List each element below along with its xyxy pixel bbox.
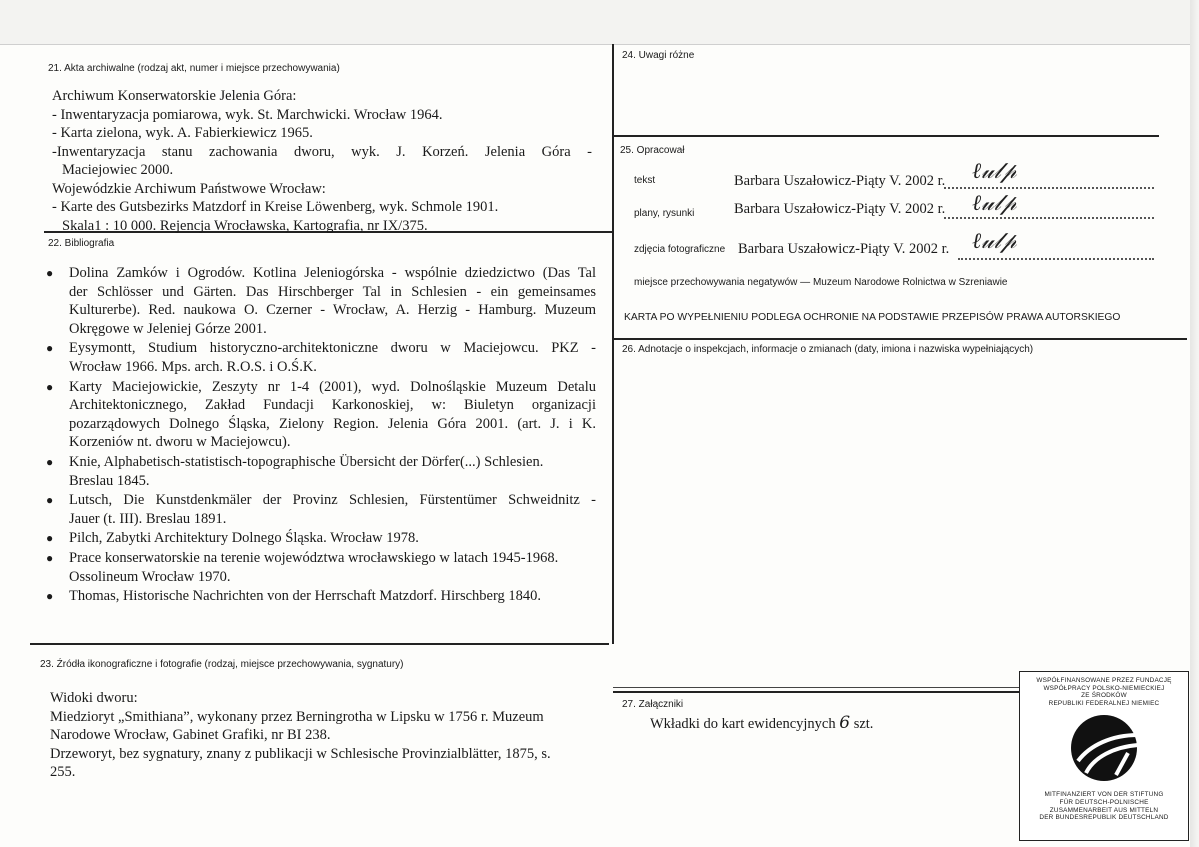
divider-22-23	[30, 643, 609, 645]
source-line: Drzeworyt, bez sygnatury, znany z publikacji w Schlesische Provinzialblätter, 1875, s.	[50, 745, 551, 762]
source-line: Widoki dworu:	[50, 690, 138, 706]
copyright-notice: KARTA PO WYPEŁNIENIU PODLEGA OCHRONIE NA PODSTAWIE PRZEPISÓW PRAWA AUTORSKIEGO	[624, 312, 1121, 323]
scan-top-margin	[0, 0, 1199, 44]
bib-line: Korzeniów nt. dworu w Maciejowcu).	[69, 434, 291, 451]
author-row-value-photos: Barbara Uszałowicz-Piąty V. 2002 r.	[738, 241, 950, 257]
archive-line: - Karta zielona, wyk. A. Fabierkiewicz 1965.	[52, 125, 313, 141]
logo-line: WSPÓŁPRACY POLSKO-NIEMIECKIEJ	[1043, 684, 1165, 692]
bib-line: Architektonicznego, Zakład Fundacji Karkonoskiej, w: Biuletyn organizacji	[69, 397, 596, 414]
author-row-label-plans: plany, rysunki	[634, 208, 695, 219]
logo-line: ZE ŚRODKÓW	[1081, 692, 1127, 700]
bib-line: Thomas, Historische Nachrichten von der Herrschaft Matzdorf. Hirschberg 1840.	[69, 588, 542, 605]
bibliography-item: ● Lutsch, Die Kunstdenkmäler der Provinz Schlesien, Fürstentümer Schweidnitz - Jauer (t. III). Breslau 1891.	[46, 492, 596, 527]
bib-line: Karty Maciejowickie, Zeszyty nr 1-4 (2001), wyd. Dolnośląskie Muzeum Detalu	[69, 378, 596, 395]
attachments-unit: szt.	[853, 716, 874, 732]
logo-text-pl	[1020, 677, 1188, 707]
attachments-text	[650, 714, 873, 734]
bib-line: Kulturerbe). Red. naukowa O. Czerner - Wrocław, A. Herzig - Hamburg. Muzeum	[69, 302, 596, 319]
logo-line: FÜR DEUTSCH-POLNISCHE	[1059, 798, 1149, 806]
logo-line: REPUBLIKI FEDERALNEJ NIEMIEC	[1048, 699, 1160, 707]
scan-top-edge	[0, 44, 1199, 45]
foundation-emblem-icon	[1020, 713, 1188, 783]
foundation-logo-box	[1019, 671, 1189, 841]
signature-mark: ℓ𝓊𝓁𝓅	[972, 159, 1017, 184]
bib-line: Dolina Zamków i Ogrodów. Kotlina Jeleniogórska - wspólnie dziedzictwo (Das Tal	[69, 265, 596, 281]
bib-line: Wrocław 1966. Mps. arch. R.O.S. i O.Ś.K.	[69, 358, 317, 375]
archive-line: Wojewódzkie Archiwum Państwowe Wrocław:	[52, 180, 326, 197]
author-row-label-text: tekst	[634, 175, 656, 186]
attachments-desc: Wkładki do kart ewidencyjnych	[650, 716, 836, 732]
bibliography-item: ● Prace konserwatorskie na terenie województwa wrocławskiego w latach 1945-1968. Ossolineum Wrocław 1970.	[36, 549, 596, 586]
divider-26-27	[613, 691, 1019, 693]
logo-text-de	[1020, 791, 1188, 821]
divider-26-27-thin	[613, 687, 1019, 688]
bib-line: Prace konserwatorskie na terenie województwa wrocławskiego w latach 1945-1968.	[69, 549, 559, 566]
section-26-label: 26. Adnotacje o inspekcjach, informacje o zmianach (daty, imiona i nazwiska wypełniających)	[622, 344, 1034, 355]
bib-line: Knie, Alphabetisch-statistisch-topographische Übersicht der Dörfer(...) Schlesien.	[69, 453, 544, 470]
archive-line: -Inwentaryzacja stanu zachowania dworu, wyk. J. Korzeń. Jelenia Góra -	[52, 143, 592, 160]
section-23-content	[50, 689, 595, 782]
signature-mark: ℓ𝓊𝓁𝓅	[972, 229, 1017, 254]
bib-line: Pilch, Zabytki Architektury Dolnego Śląska. Wrocław 1978.	[69, 530, 419, 547]
logo-line: MITFINANZIERT VON DER STIFTUNG	[1044, 791, 1164, 799]
bib-line: Lutsch, Die Kunstdenkmäler der Provinz Schlesien, Fürstentümer Schweidnitz -	[69, 492, 596, 509]
bibliography-list	[36, 264, 596, 607]
author-row-value-plans: Barbara Uszałowicz-Piąty V. 2002 r.	[734, 201, 946, 217]
bib-line: Jauer (t. III). Breslau 1891.	[69, 510, 227, 527]
archive-line: - Karte des Gutsbezirks Matzdorf in Kreise Löwenberg, wyk. Schmole 1901.	[52, 199, 499, 215]
section-25-label: 25. Opracował	[620, 145, 685, 156]
source-line: Miedzioryt „Smithiana”, wykonany przez Berningrotha w Lipsku w 1756 r. Muzeum	[50, 708, 544, 725]
bib-line: Okręgowe w Jeleniej Górze 2001.	[69, 320, 267, 337]
section-23-label: 23. Źródła ikonograficzne i fotografie (rodzaj, miejsce przechowywania, sygnatury)	[40, 659, 404, 670]
signature-mark: ℓ𝓊𝓁𝓅	[972, 191, 1017, 216]
bib-line: Breslau 1845.	[69, 472, 150, 489]
archive-line: Maciejowiec 2000.	[62, 162, 174, 178]
divider-24-25	[613, 135, 1159, 137]
logo-line: ZUSAMMENARBEIT AUS MITTELN	[1049, 806, 1159, 814]
archive-line: - Inwentaryzacja pomiarowa, wyk. St. Marchwicki. Wrocław 1964.	[52, 106, 443, 123]
archive-line: Skala1 : 10 000. Rejencja Wrocławska, Kartografia, nr IX/375.	[62, 217, 428, 234]
section-27-label: 27. Załączniki	[622, 699, 684, 710]
bibliography-item: ● Karty Maciejowickie, Zeszyty nr 1-4 (2001), wyd. Dolnośląskie Muzeum Detalu Architektonicznego, Zakład Fundacji Karkonoskiej, w: Biuletyn organizacji pozarządowych Dolnego Śląska, Zielony Region. Jelenia Góra 2001. (art. J. i K. Korzeniów nt. dworu w Maciejowcu).	[46, 378, 596, 451]
center-divider	[612, 44, 614, 644]
bibliography-item: ● Eysymontt, Studium historyczno-architektoniczne dworu w Maciejowcu. PKZ - Wrocław 1966. Mps. arch. R.O.S. i O.Ś.K.	[46, 340, 596, 375]
bib-line: Eysymontt, Studium historyczno-architektoniczne dworu w Maciejowcu. PKZ -	[69, 340, 596, 357]
attachments-count: 6	[839, 713, 851, 733]
logo-line: WSPÓŁFINANSOWANE PRZEZ FUNDACJĘ	[1036, 677, 1172, 684]
section-24-label: 24. Uwagi różne	[622, 50, 695, 61]
divider-25-26	[613, 338, 1187, 340]
scan-right-edge	[1190, 0, 1199, 847]
section-21-label: 21. Akta archiwalne (rodzaj akt, numer i miejsce przechowywania)	[48, 63, 340, 74]
bib-line: pozarządowych Dolnego Śląska, Zielony Region. Jelenia Góra 2001. (art. J. i K.	[69, 415, 596, 432]
bibliography-item: ● Thomas, Historische Nachrichten von der Herrschaft Matzdorf. Hirschberg 1840.	[36, 587, 596, 606]
section-21-content	[52, 87, 592, 235]
bib-line: der Schlösser und Gärten. Das Hirschberger Tal in Schlesien - ein gemeinsames	[69, 283, 596, 300]
negatives-location: miejsce przechowywania negatywów — Muzeum Narodowe Rolnictwa w Szreniawie	[634, 277, 1008, 288]
logo-line: DER BUNDESREPUBLIK DEUTSCHLAND	[1039, 814, 1169, 822]
source-line: Narodowe Wrocław, Gabinet Grafiki, nr BI 238.	[50, 727, 331, 743]
archive-line: Archiwum Konserwatorskie Jelenia Góra:	[52, 88, 297, 104]
author-row-value-text: Barbara Uszałowicz-Piąty V. 2002 r.	[734, 173, 946, 189]
bibliography-item: ● Dolina Zamków i Ogrodów. Kotlina Jeleniogórska - wspólnie dziedzictwo (Das Tal der Schlösser und Gärten. Das Hirschberger Tal in Schlesien - ein gemeinsames Kulturerbe). Red. naukowa O. Czerner - Wrocław, A. Herzig - Hamburg. Muzeum Okręgowe w Jeleniej Górze 2001.	[46, 265, 596, 337]
author-row-label-photos: zdjęcia fotograficzne	[634, 244, 726, 255]
bibliography-item: ● Knie, Alphabetisch-statistisch-topographische Übersicht der Dörfer(...) Schlesien. Breslau 1845.	[36, 453, 596, 490]
bibliography-item: ● Pilch, Zabytki Architektury Dolnego Śląska. Wrocław 1978.	[36, 529, 596, 548]
bib-line: Ossolineum Wrocław 1970.	[69, 568, 231, 585]
source-line: 255.	[50, 764, 76, 780]
section-22-label: 22. Bibliografia	[48, 238, 115, 249]
